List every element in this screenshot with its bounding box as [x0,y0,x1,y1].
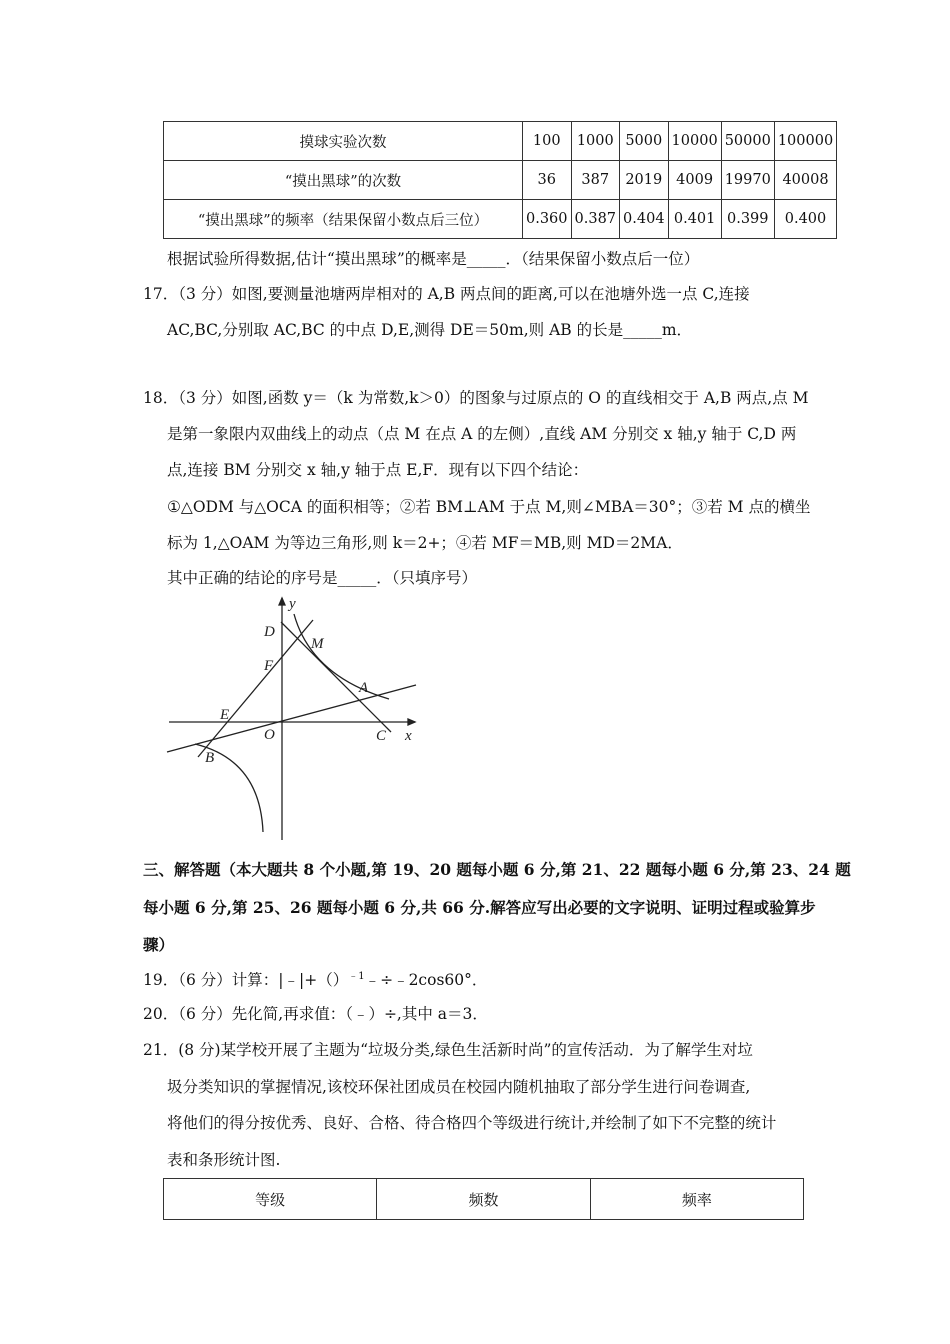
q18-line5: 标为 1,△OAM 为等边三角形,则 k＝2+；④若 MF＝MB,则 MD＝2MA． [167,534,683,552]
hyperbola-branch-q1 [294,614,389,699]
table-cell: 19970 [721,161,774,200]
table-cell: 100000 [774,122,836,161]
label-C: C [376,728,387,744]
q18-line4: ①△ODM 与△OCA 的面积相等；②若 BM⊥AM 于点 M,则∠MBA＝30°；③若 M 点的横坐 [167,498,811,516]
table-header: 频率 [590,1179,803,1220]
line-BM [198,620,313,757]
experiment-table [163,121,837,239]
table-cell: “摸出黑球”的频率（结果保留小数点后三位） [164,200,523,239]
q18-line1: 18．（3 分）如图,函数 y＝（k 为常数,k＞0）的图象与过原点的 O 的直线相交于 A,B 两点,点 M [143,389,809,407]
table-row [164,122,837,161]
table-header: 等级 [164,1179,377,1220]
label-B: B [205,750,215,766]
q16-conclusion: 根据试验所得数据,估计“摸出黑球”的概率是_____．（结果保留小数点后一位） [167,250,700,268]
q19-exponent: ﹣1 [348,971,365,982]
label-F: F [264,658,274,674]
table-cell: 387 [571,161,620,200]
section3-line3: 骤） [143,935,175,954]
table-cell: 5000 [620,122,669,161]
table-cell: 100 [523,122,572,161]
q21-line1: 21．(8 分)某学校开展了主题为“垃圾分类,绿色生活新时尚”的宣传活动．为了解学生对垃 [143,1041,753,1059]
label-E: E [220,707,230,723]
q21-line2: 圾分类知识的掌握情况,该校环保社团成员在校园内随机抽取了部分学生进行问卷调查, [167,1078,751,1096]
table-cell: 0.387 [571,200,620,239]
table-row [164,1179,804,1220]
grade-table [163,1178,804,1220]
q21-line3: 将他们的得分按优秀、良好、合格、待合格四个等级进行统计,并绘制了如下不完整的统计 [167,1114,777,1132]
table-cell: 36 [523,161,572,200]
q17-line2: AC,BC,分别取 AC,BC 的中点 D,E,测得 DE＝50m,则 AB 的长是_____m． [167,321,693,339]
y-axis-arrow [279,598,285,605]
table-row [164,161,837,200]
label-D: D [264,624,275,640]
label-M: M [311,636,324,652]
label-x: x [405,728,412,744]
q19 [143,967,487,990]
label-A: A [359,680,369,696]
section3-line1: 三、解答题（本大题共 8 个小题,第 19、20 题每小题 6 分,第 21、22 题每小题 6 分,第 23、24 题 [143,860,851,879]
table-cell: 摸球实验次数 [164,122,523,161]
q17-line1: 17．（3 分）如图,要测量池塘两岸相对的 A,B 两点间的距离,可以在池塘外选一点 C,连接 [143,285,750,303]
x-axis-arrow [408,719,415,725]
table-cell: 50000 [721,122,774,161]
q18-line2: 是第一象限内双曲线上的动点（点 M 在点 A 的左侧）,直线 AM 分别交 x 轴,y 轴于 C,D 两 [167,425,797,443]
table-cell: 10000 [668,122,721,161]
table-cell: 2019 [620,161,669,200]
table-row [164,200,837,239]
q18-line3: 点,连接 BM 分别交 x 轴,y 轴于点 E,F．现有以下四个结论： [167,461,589,479]
q19-rest: ﹣÷﹣2cos60°． [364,971,488,990]
table-cell: “摸出黑球”的次数 [164,161,523,200]
q18-line6: 其中正确的结论的序号是_____．（只填序号） [167,569,478,587]
section3-line2: 每小题 6 分,第 25、26 题每小题 6 分,共 66 分.解答应写出必要的文字说明、证明过程或验算步 [143,898,816,917]
table-cell: 0.399 [721,200,774,239]
table-cell: 0.401 [668,200,721,239]
table-header: 频数 [377,1179,590,1220]
table-cell: 0.404 [620,200,669,239]
table-cell: 4009 [668,161,721,200]
q19-text: 19．（6 分）计算：|﹣|+（） [143,971,349,990]
table-cell: 1000 [571,122,620,161]
label-O: O [264,727,275,743]
table-cell: 0.400 [774,200,836,239]
table-cell: 0.360 [523,200,572,239]
q21-line4: 表和条形统计图. [167,1151,281,1169]
label-y: y [289,596,296,612]
table-cell: 40008 [774,161,836,200]
q20: 20．（6 分）先化简,再求值：（﹣）÷,其中 a＝3． [143,1005,488,1023]
hyperbola-figure [163,592,423,842]
